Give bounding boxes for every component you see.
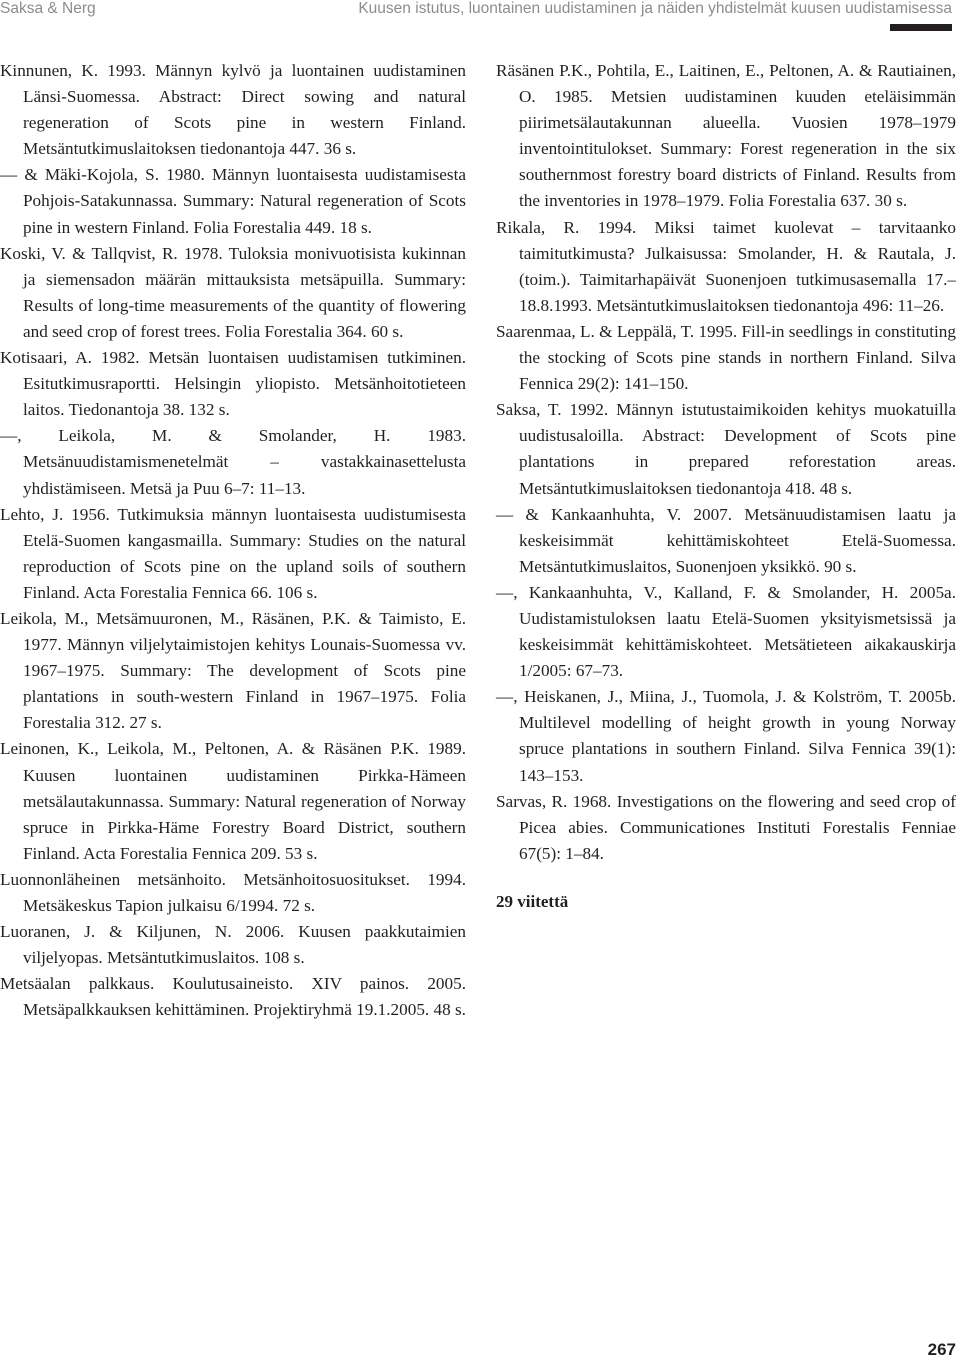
reference-entry: — & Mäki-Kojola, S. 1980. Männyn luontaisesta uudistamisesta Pohjois-Satakunnassa. Summary: Natural regeneration of Scots pine in western Finland. Folia Forestalia 449. 18 s. (0, 165, 466, 237)
reference-entry: —, Kankaanhuhta, V., Kalland, F. & Smolander, H. 2005a. Uudistamistuloksen laatu Etelä-Suomen yksityismetsissä ja keskeisimmät kehittämiskohteet. Metsätieteen aikakauskirja 1/2005: 67–73. (496, 582, 956, 681)
reference-entry: Kinnunen, K. 1993. Männyn kylvö ja luontainen uudistaminen Länsi-Suomessa. Abstract: Direct sowing and natural regeneration of Scots pine in western Finland. Metsäntutkimuslaitoksen tiedonantoja 447. 36 s. (0, 61, 466, 159)
reference-entry: Leikola, M., Metsämuuronen, M., Räsänen, P.K. & Taimisto, E. 1977. Männyn viljelytaimistojen kehitys Lounais-Suomessa vv. 1967–1975. Summary: The development of Scots pine plantations in south-western Finland in 1967–1975. Folia Forestalia 312. 27 s. (0, 608, 466, 733)
reference-entry: Leinonen, K., Leikola, M., Peltonen, A. & Räsänen P.K. 1989. Kuusen luontainen uudistaminen Pirkka-Hämeen metsälautakunnassa. Summary: Natural regeneration of Norway spruce in Pirkka-Häme Forestry Board District, southern Finland. Acta Forestalia Fennica 209. 53 s. (0, 739, 466, 863)
reference-entry: Saksa, T. 1992. Männyn istutustaimikoiden kehitys muokatuilla uudistusaloilla. Abstract: Development of Scots pine plantations in prepared reforestation areas. Metsäntutkimuslaitoksen tiedonantoja 418. 48 s. (496, 400, 956, 498)
reference-entry: Kotisaari, A. 1982. Metsän luontaisen uudistamisen tutkiminen. Esitutkimusraportti. Helsingin yliopisto. Metsänhoitotieteen laitos. Tiedonantoja 38. 132 s. (0, 348, 466, 420)
running-head (0, 0, 960, 30)
reference-entry: Luonnonläheinen metsänhoito. Metsänhoitosuositukset. 1994. Metsäkeskus Tapion julkaisu 6/1994. 72 s. (0, 869, 466, 915)
reference-entry: Koski, V. & Tallqvist, R. 1978. Tuloksia monivuotisista kukinnan ja siemensadon määrän mittauksista metsäpuilla. Summary: Results of long-time measurements of the quantity of flowering and seed crop of forest trees. Folia Forestalia 364. 60 s. (0, 243, 466, 341)
reference-entry: Saarenmaa, L. & Leppälä, T. 1995. Fill-in seedlings in constituting the stocking of Scots pine stands in northern Finland. Silva Fennica 29(2): 141–150. (496, 321, 956, 394)
running-head-authors: Saksa & Nerg (0, 0, 96, 17)
reference-entry: Lehto, J. 1956. Tutkimuksia männyn luontaisesta uudistumisesta Etelä-Suomen kangasmailla. Summary: Studies on the natural reproduction of Scots pine on the upland soils of southern Finland. Acta Forestalia Fennica 66. 106 s. (0, 504, 466, 602)
reference-entry: Räsänen P.K., Pohtila, E., Laitinen, E., Peltonen, A. & Rautiainen, O. 1985. Metsien uudistaminen kuuden eteläisimmän piirimetsälautakunnan alueella. Vuosien 1978–1979 inventointitulokset. Summary: Forest regeneration in the six southernmost forestry board districts of Finland. Results from the inventories in 1978–1979. Folia Forestalia 637. 30 s. (496, 61, 956, 211)
reference-entry: Rikala, R. 1994. Miksi taimet kuolevat – tarvitaanko taimitutkimusta? Julkaisussa: Smolander, H. & Rautala, J. (toim.). Taimitarhapäivät Suonenjoen tutkimusasemalla 17.–18.8.1993. Metsäntutkimuslaitoksen tiedonantoja 496: 11–26. (496, 217, 956, 315)
reference-entry: — & Kankaanhuhta, V. 2007. Metsänuudistamisen laatu ja keskeisimmät kehittämiskohteet Etelä-Suomessa. Metsäntutkimuslaitos, Suonenjoen yksikkö. 90 s. (496, 504, 956, 576)
left-reference-column (0, 58, 466, 1023)
header-rule-bar (890, 24, 952, 31)
reference-entry: Luoranen, J. & Kiljunen, N. 2006. Kuusen paakkutaimien viljelyopas. Metsäntutkimuslaitos. 108 s. (0, 922, 466, 968)
reference-entry: Sarvas, R. 1968. Investigations on the flowering and seed crop of Picea abies. Communicationes Instituti Forestalis Fenniae 67(5): 1–84. (496, 791, 956, 863)
reference-entry: —, Leikola, M. & Smolander, H. 1983. Metsänuudistamismenetelmät – vastakkainasettelusta yhdistämiseen. Metsä ja Puu 6–7: 11–13. (0, 426, 466, 498)
page-number: 267 (927, 1340, 956, 1359)
reference-count: 29 viitettä (496, 891, 569, 911)
running-head-title: Kuusen istutus, luontainen uudistaminen ja näiden yhdistelmät kuusen uudistamisessa (358, 0, 952, 17)
reference-entry: —, Heiskanen, J., Miina, J., Tuomola, J. & Kolström, T. 2005b. Multilevel modelling of height growth in young Norway spruce plantations in southern Finland. Silva Fennica 39(1): 143–153. (496, 687, 956, 785)
reference-entry: Metsäalan palkkaus. Koulutusaineisto. XIV painos. 2005. Metsäpalkkauksen kehittäminen. Projektiryhmä 19.1.2005. 48 s. (0, 974, 466, 1020)
right-reference-column (496, 58, 956, 915)
